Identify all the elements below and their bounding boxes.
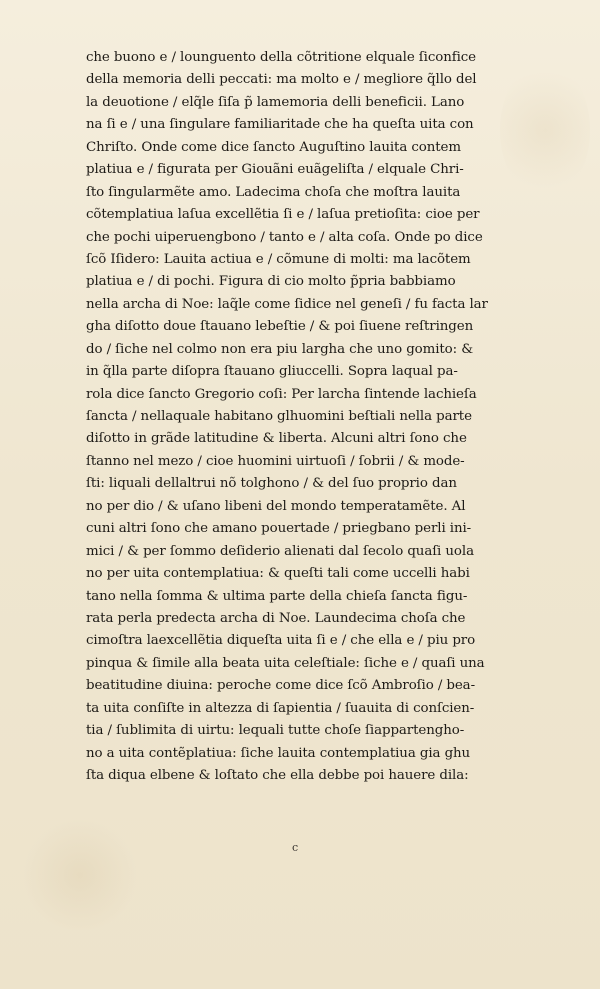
catchmark: c [292,841,299,854]
text-line: tano nella ſomma & ultima parte della chieſa ſancta figu- [86,588,468,604]
text-line: cõtemplatiua laſua excellẽtia ſi e / laſua pretioſita: cioe per [86,207,480,223]
text-line: ſto ſingularmẽte amo. Ladecima choſa che moſtra lauita [86,184,461,200]
text-line: ſta diqua elbene & loſtato che ella debbe poi hauere dila: [86,768,469,783]
text-line: ſancta / nellaquale habitano glhuomini beſtiali nella parte [86,409,472,424]
text-line: che pochi uiperuengbono / tanto e / alta coſa. Onde po dice [86,229,483,245]
text-line: platiua e / figurata per Giouãni euãgeliſta / elquale Chri- [86,162,464,178]
text-line: cimoſtra laexcellẽtia diqueſta uita ſi e / che ella e / piu pro [86,633,476,649]
text-line: la deuotione / elq̃le ſiſa p̃ lamemoria delli beneficii. Lano [86,94,465,110]
text-line: no a uita contẽplatiua: ſiche lauita contemplatiua gia ghu [86,745,471,761]
text-line: ſtanno nel mezo / cioe huomini uirtuoſi / ſobrii / & mode- [86,453,465,469]
text-line: no per uita contemplatiua: & queſti tali come uccelli habi [86,566,470,582]
text-line: platiua e / di pochi. Figura di cio molto p̃pria babbiamo [86,274,456,290]
text-line: tia / ſublimita di uirtu: lequali tutte choſe ſiappartengho- [86,723,465,739]
text-line: della memoria delli peccati: ma molto e / megliore q̃llo del [86,72,477,88]
text-line: nella archa di Noe: laq̃le come ſidice nel geneſi / fu facta lar [86,296,488,312]
paper-stain [20,820,140,930]
text-line: ta uita conſiſte in altezza di ſapientia / ſuauita di conſcien- [86,700,475,716]
text-line: gha diſotto doue ſtauano lebeſtie / & poi ſiuene reſtringen [86,319,474,335]
text-line: pinqua & ſimile alla beata uita celeſtiale: ſiche e / quaſi una [86,655,485,671]
text-line: mici / & per ſommo deſiderio alienati dal ſecolo quaſi uola [86,543,474,559]
text-line: diſotto in grãde latitudine & liberta. Alcuni altri ſono che [86,431,467,447]
text-line: rola dice ſancto Gregorio coſi: Per larcha ſintende lachieſa [86,386,477,402]
text-line: ſti: liquali dellaltrui nõ tolghono / & del ſuo proprio dan [86,476,457,492]
text-line: Chriſto. Onde come dice ſancto Auguſtino lauita contem [86,139,461,155]
text-line: do / ſiche nel colmo non era piu largha che uno gomito: & [86,341,474,357]
text-line: no per dio / & uſano libeni del mondo temperatamẽte. Al [86,498,466,514]
text-line: ſcõ Iſidero: Lauita actiua e / cõmune di molti: ma lacõtem [86,251,471,267]
text-line: in q̃lla parte diſopra ſtauano gliuccelli. Sopra laqual pa- [86,364,458,380]
text-line: che buono e / lounguento della cõtritione elquale ſiconfice [86,50,476,65]
text-line: beatitudine diuina: peroche come dice ſcõ Ambroſio / bea- [86,678,475,694]
text-line: rata perla predecta archa di Noe. Laundecima choſa che [86,610,466,626]
text-block [86,47,536,787]
text-line: cuni altri ſono che amano pouertade / priegbano perli ini- [86,521,472,537]
text-line: na ſi e / una ſingulare familiaritade che ha queſta uita con [86,117,474,133]
